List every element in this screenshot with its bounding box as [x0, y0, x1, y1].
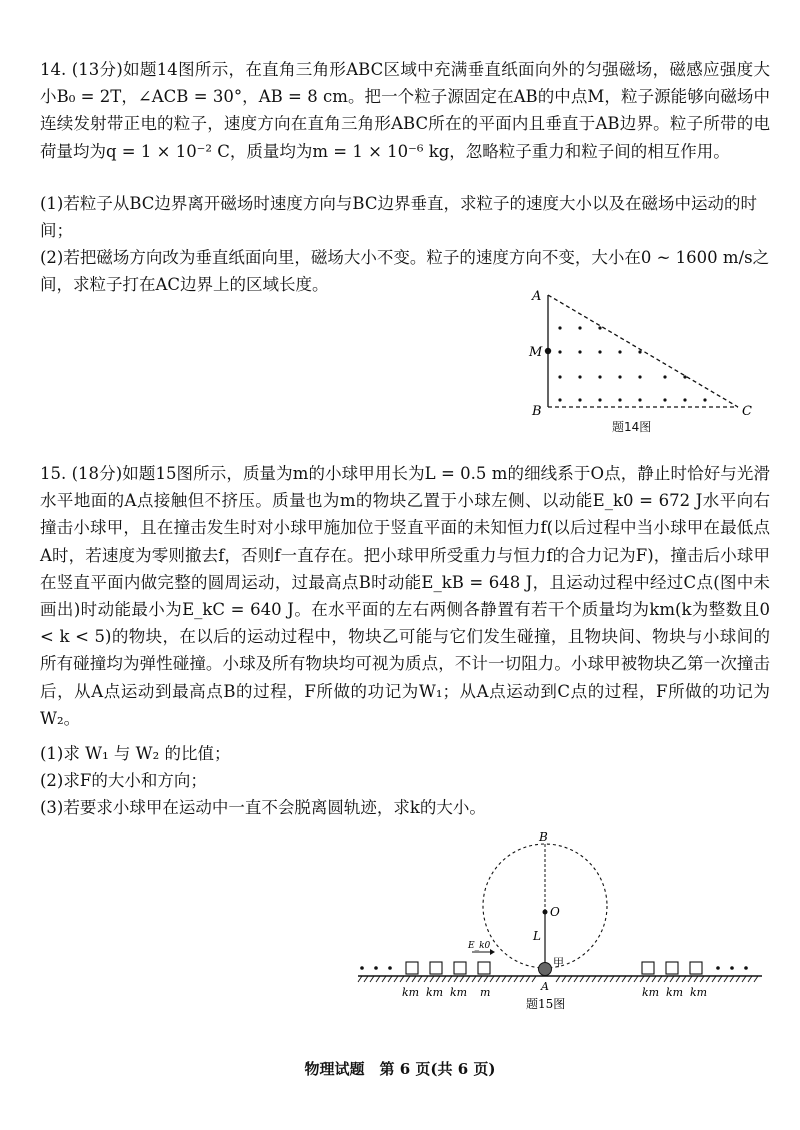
- ball-jia: [539, 963, 552, 976]
- figure-15: [350, 828, 770, 1018]
- label-km-2: km: [426, 986, 444, 999]
- label-km-1: km: [402, 986, 420, 999]
- label-c: C: [742, 404, 752, 419]
- q15-stem: 15. (18分)如题15图所示，质量为m的小球甲用长为L = 0.5 m的细线系于O点，静止时恰好与光滑水平地面的A点接触但不挤压。质量也为m的物块乙置于小球左侧、以动能E_k0 = 672 J水平向右撞击小球甲，且在撞击发生时对小球甲施加位于竖直平面的未知恒力f(以后过程中当小球甲在最低点A时，若速度为零则撤去f，否则f一直存在。把小球甲所受重力与恒力f的合力记为F)，撞击后小球甲在竖直平面内做完整的圆周运动，过最高点B时动能E_kB = 648 J，且运动过程中经过C点(图中未画出)时动能最小为E_kC = 640 J。在水平面的左右两侧各静置有若干个质量均为km(k为整数且0 < k < 5)的物块，在以后的运动过程中，物块乙可能与它们发生碰撞，且物块间、物块与小球间的所有碰撞均为弹性碰撞。小球及所有物块均可视为质点，不计一切阻力。小球甲被物块乙第一次撞击后，从A点运动到最高点B的过程，F所做的功记为W₁；从A点运动到C点的过程，F所做的功记为W₂。: [40, 464, 770, 728]
- label-b15: B: [539, 830, 548, 844]
- label-km-6: km: [690, 986, 708, 999]
- right-ellipsis: [716, 966, 748, 970]
- ground-hatching: [358, 976, 758, 982]
- q14-sub1: (1)若粒子从BC边界离开磁场时速度方向与BC边界垂直，求粒子的速度大小以及在磁场中运动的时间；: [40, 194, 757, 241]
- label-km-4: km: [642, 986, 660, 999]
- source-point-m: [545, 348, 551, 354]
- q15-sub2: (2)求F的大小和方向；: [40, 771, 207, 790]
- right-blocks: [642, 962, 702, 974]
- label-a: A: [532, 289, 542, 304]
- q15-sub1: (1)求 W₁ 与 W₂ 的比值；: [40, 744, 231, 763]
- figure-14: [520, 280, 780, 435]
- figure-14-caption: 题14图: [612, 420, 652, 434]
- label-o: O: [550, 905, 560, 919]
- q14-stem: 14. (13分)如题14图所示，在直角三角形ABC区域中充满垂直纸面向外的匀强磁场，磁感应强度大小B₀ = 2T，∠ACB = 30°，AB = 8 cm。把一个粒子源固定在AB的中点M，粒子源能够向磁场中连续发射带正电的粒子，速度方向在直角三角形ABC所在的平面内且垂直于AB边界。粒子所带的电荷量均为q = 1 × 10⁻² C，质量均为m = 1 × 10⁻⁶ kg，忽略粒子重力和粒子间的相互作用。: [40, 60, 770, 161]
- point-o: [543, 910, 548, 915]
- label-jia: 甲: [553, 956, 564, 969]
- label-a15: A: [541, 980, 549, 993]
- label-l: L: [533, 929, 541, 943]
- q14-sub2: (2)若把磁场方向改为垂直纸面向里，磁场大小不变。粒子的速度方向不变，大小在0 ~ 1600 m/s之间，求粒子打在AC边界上的区域长度。: [40, 248, 770, 295]
- ek0-arrowhead: [490, 949, 495, 955]
- label-m: M: [529, 345, 543, 360]
- label-km-5: km: [666, 986, 684, 999]
- label-km-3: km: [450, 986, 468, 999]
- page-footer: 物理试题 第 6 页(共 6 页): [304, 1060, 496, 1078]
- label-b: B: [532, 404, 542, 419]
- figure-15-caption: 题15图: [526, 997, 566, 1011]
- field-dots: [558, 326, 706, 401]
- label-ek0: E_k0: [468, 941, 491, 951]
- left-ellipsis: [360, 966, 392, 970]
- label-m-block: m: [480, 986, 491, 999]
- edge-ac: [548, 295, 738, 407]
- left-blocks: [406, 962, 490, 974]
- q15-sub3: (3)若要求小球甲在运动中一直不会脱离圆轨迹，求k的大小。: [40, 798, 486, 817]
